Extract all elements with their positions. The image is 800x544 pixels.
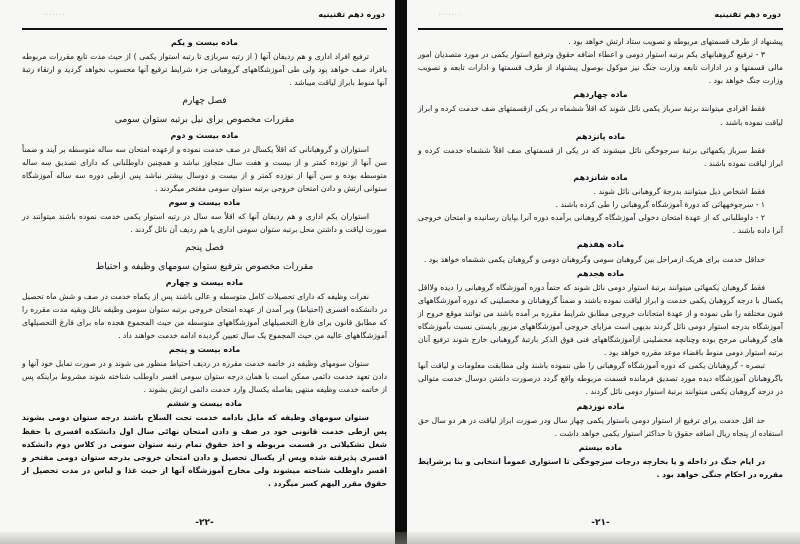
running-head-title: دوره دهم تقنینیه	[714, 10, 781, 19]
right-page	[418, 0, 783, 544]
paragraph: حداقل خدمت برای هریک ازمراحل بین گروهبان سومی وگروهبان دومی و گروهبان یکمی ششماه خواهد بود .	[423, 254, 765, 264]
article-title: ماده بیست و یکم	[171, 38, 238, 47]
paragraph: فقط گروهبان یکمهائی میتوانند برتبهٔ استوار دومی نائل شوند که حتماً دوره آموزشگاه گروهبانی را دیده ولااقل یکسال با درجه گروهبان یکمی خدمت و ابراز لیاقت نموده باشند و ضمناً گروهبانان و محصلینی که دوره آموزشگاههای فنون مختلفه را طی نموده و از عهدهٔ امتحانات خروجی مطابق شرایط مقرره بر آمده باشند می توانند موقع خروج از آموزشگاه بدرجه استوار دومی نائل گردند بدیهی است مزایای خروجی آموزشگاههای مزبور بایستی نسبت بآموزشگاه های گروهبانی مرجح بوده وچنانچه محصلینی ازآموزشگاههای فنی فوق الذکر بارتبهٔ گروهبانی خارج شوند ترفیع آنان برتبه استوار دومی منوط باقضاء موعد مقرره خواهد بود .	[418, 282, 783, 358]
paragraph: حد اقل خدمت برای ترفیع از استوار دومی باستوار یکمی چهار سال ودر صورت ابراز لیاقت در هر دو سال حق استفاده از پنجاه ریال اضافه حقوق تا حداکثر استوار یکمی خواهد داشت .	[418, 415, 783, 438]
chapter-subtitle: مقررات مخصوص بترفیع ستوان سومهای وظیفه و احتیاط	[95, 261, 314, 273]
article-title: ماده بیست و دوم	[170, 130, 239, 140]
left-page	[22, 0, 387, 544]
paragraph: در ایام جنگ در داخله و یا بخارجه درجات سرجوخگی تا استواری عموماً انتخابی و بنا برشرایط مقرره در احکام جنگی خواهد بود .	[418, 456, 783, 479]
article-title: ماده هفدهم	[576, 240, 625, 250]
article-title: ماده نوزدهم	[576, 401, 625, 411]
running-head	[418, 2, 783, 30]
paragraph: ستوان سومهای وظیفه که مایل بادامه خدمت تحت السلاح باشند درجه ستوان دومی بشوند پس ازطی خدمت قانونی خود در صف و دادن امتحان نهائی سال اول دانشکده افسری با حفظ شغل تشکیلاتی در قسمت مربوطه و اخذ حقوق تمام رتبه ستوان سومی در کلاس دوم دانشکده افسری پذیرفته شده وپس از یکسال تحصیل و دادن امتحان خروجی بدرجه ستوان دومی مفتخر و افسر داوطلب شناخته میشوند ولی مخارج آموزشگاه آنها از حیث غذا و لباس در مدت تحصیل از حقوق مقرر الیهم کسر میگردد .	[22, 413, 387, 488]
article-title: ماده بیست و سوم	[168, 198, 241, 208]
article-title: ماده بیستم	[578, 442, 623, 452]
note-paragraph: تبصره - گروهبانان یکمی که دوره آموزشگاه گروهبانی را طی ننموده باشند ولی مطابقت معلومات و لیاقت آنها باگروهبانان آموزشگاه دیده مورد تصدیق فرمانده قسمت مربوطه واقع گردد درصورت داشتن دوسال خدمت متوالی در درجه گروهبان یکمی میتوانند برتبهٔ استوار دومی نائل گردند .	[418, 361, 783, 397]
chapter-heading: فصل چهارم	[182, 96, 227, 107]
article-title: ماده هجدهم	[576, 268, 625, 278]
paragraph: نفرات وظیفه که دارای تحصیلات کامل متوسطه و عالی باشند پس از یکماه خدمت در صف و شش ماه تحصیل در دانشکده افسری (احتیاط) وبر آمدن از عهده امتحان خروجی برتبه ستوان سومی وظیفه نائل وبقیه مدت مقرره را که مطابق قانون برای فارغ التحصیلهای آموزشگاههای متوسطه من حیث المجموع هجده ماه برای فارغ التحصیلهای آموزشگاههای عالیه من حیث المجموع یک سال تعیین گردیده ادامه خدمت خواهند داد .	[22, 291, 387, 340]
paragraph: استواران و گروهبانانی که اقلاً یکسال در صف خدمت نموده و ازعهده امتحان سه ساله متوسطه بر آیند و ضمناً سن آنها از نوزده کمتر و از بیست و هفت سال متجاوز نباشد و همچنین داوطلبانی که دارای تصدیق سه ساله متوسطه بوده و سن آنها از نوزده کمتر و از بیست و دوسال بیشتر نباشد پس ازطی دوره سه ساله آموزشگاه ستوانی ارتش و دادن امتحان خروجی برتبه ستوان سومی مفتخر میگردند .	[22, 144, 387, 193]
paragraph: فقط سرباز یکمهائی برتبهٔ سرجوخگی نائل میشوند که در یکی از قسمتهای صف اقلاً ششماه خدمت کرده و ابراز لیاقت نموده باشند .	[418, 145, 783, 168]
article-title: ماده چهاردهم	[573, 90, 628, 100]
paragraph: فقط اشخاص ذیل میتوانند بدرجهٔ گروهبانی نائل شوند .	[593, 187, 765, 197]
scan-edge-shadow	[0, 532, 800, 544]
chapter-subtitle: مقررات مخصوص برای نیل برتبه ستوان سومی	[114, 114, 295, 126]
running-head-title: دوره دهم تقنینیه	[318, 10, 385, 19]
list-item: ۲ - داوطلبانی که از عهدهٔ امتحان دخولی آموزشگاه گروهبانی برآمده دوره آنرا بپایان رسانیده و امتحان خروجی آنرا داده باشند .	[418, 213, 783, 236]
paragraph: استواران یکم اداری و هم ردیفان آنها که اقلاً سه سال در رتبه استوار یکمی خدمت نموده باشند میتوانند در صورت لیاقت و داشتن محل برتبه ستوان سومی اداری یا هم ردیف آن نائل گردند .	[22, 212, 387, 235]
page-body	[22, 30, 387, 490]
book-gutter	[395, 0, 407, 544]
paragraph: فقط افرادی میتوانند برتبهٔ سرباز یکمی نائل شوند که اقلاً ششماه در یکی ازقسمتهای صف خدمت کرده و ابراز لیاقت نموده باشند .	[418, 104, 783, 127]
page-number: -۲۱-	[591, 518, 610, 528]
paragraph: ستوان سومهای وظیفه در خاتمه خدمت مقرره در ردیف احتیاط منظور می شوند و در صورت تمایل خود آنها و دادن تعهد خدمت دائمی ممکن است با همان درجه ستوان سومی افسر داوطلب شناخته شوند مشروط براینکه پس از خاتمه خدمت وظیفه منتهی بفاصله یکسال وارد خدمت دائمی ارتش بشوند .	[22, 359, 387, 395]
paragraph: پیشنهاد از طرف قسمتهای مربوطه و تصویب ستاد ارتش خواهد بود .	[568, 37, 783, 46]
page-number: -۲۲-	[195, 518, 214, 528]
article-title: ماده بیست و چهارم	[165, 277, 244, 287]
article-title: ماده شانزدهم	[573, 172, 628, 182]
paragraph: ۳ - ترفیع گروهبانهای یکم برتبه استوار دومی و اعطاء اضافه حقوق وترفیع استوار یکمی در مورد متصدیان امور مالی قسمتها و در ادارات تابعه وزارت جنگ نیز موکول بوصول پیشنهاد از طرف قسمتها و ادارات تابعه و تصویب وزارت جنگ خواهد بود .	[418, 50, 783, 86]
paragraph: ترفیع افراد اداری و هم ردیفان آنها ( از رتبه سربازی تا رتبه استوار یکمی ) از حیث مدت تابع مقررات مربوطه بافراد صف خواهد بود ولی طی آموزشگاههای گروهبانی جزء شرایط ترفیع آنها محسوب نخواهد گردید و ارتقاء رتبهٔ آنها منوط بابراز لیاقت میباشد .	[22, 52, 387, 88]
header-mark: ۰۰۰۰۰۰۰	[438, 11, 461, 18]
running-head	[22, 2, 387, 30]
header-mark: ۰۰۰۰۰۰۰	[42, 11, 65, 18]
article-title: ماده بیست و پنجم	[168, 344, 241, 354]
article-title: ماده پانزدهم	[575, 131, 626, 141]
list-item: ۱ - سرجوخههائی که دورهٔ آموزشگاه گروهبانی را طی کرده باشند .	[555, 200, 765, 210]
article-title: ماده بیست و ششم	[166, 399, 243, 409]
page-body	[418, 30, 783, 481]
chapter-heading: فصل پنجم	[185, 243, 224, 254]
